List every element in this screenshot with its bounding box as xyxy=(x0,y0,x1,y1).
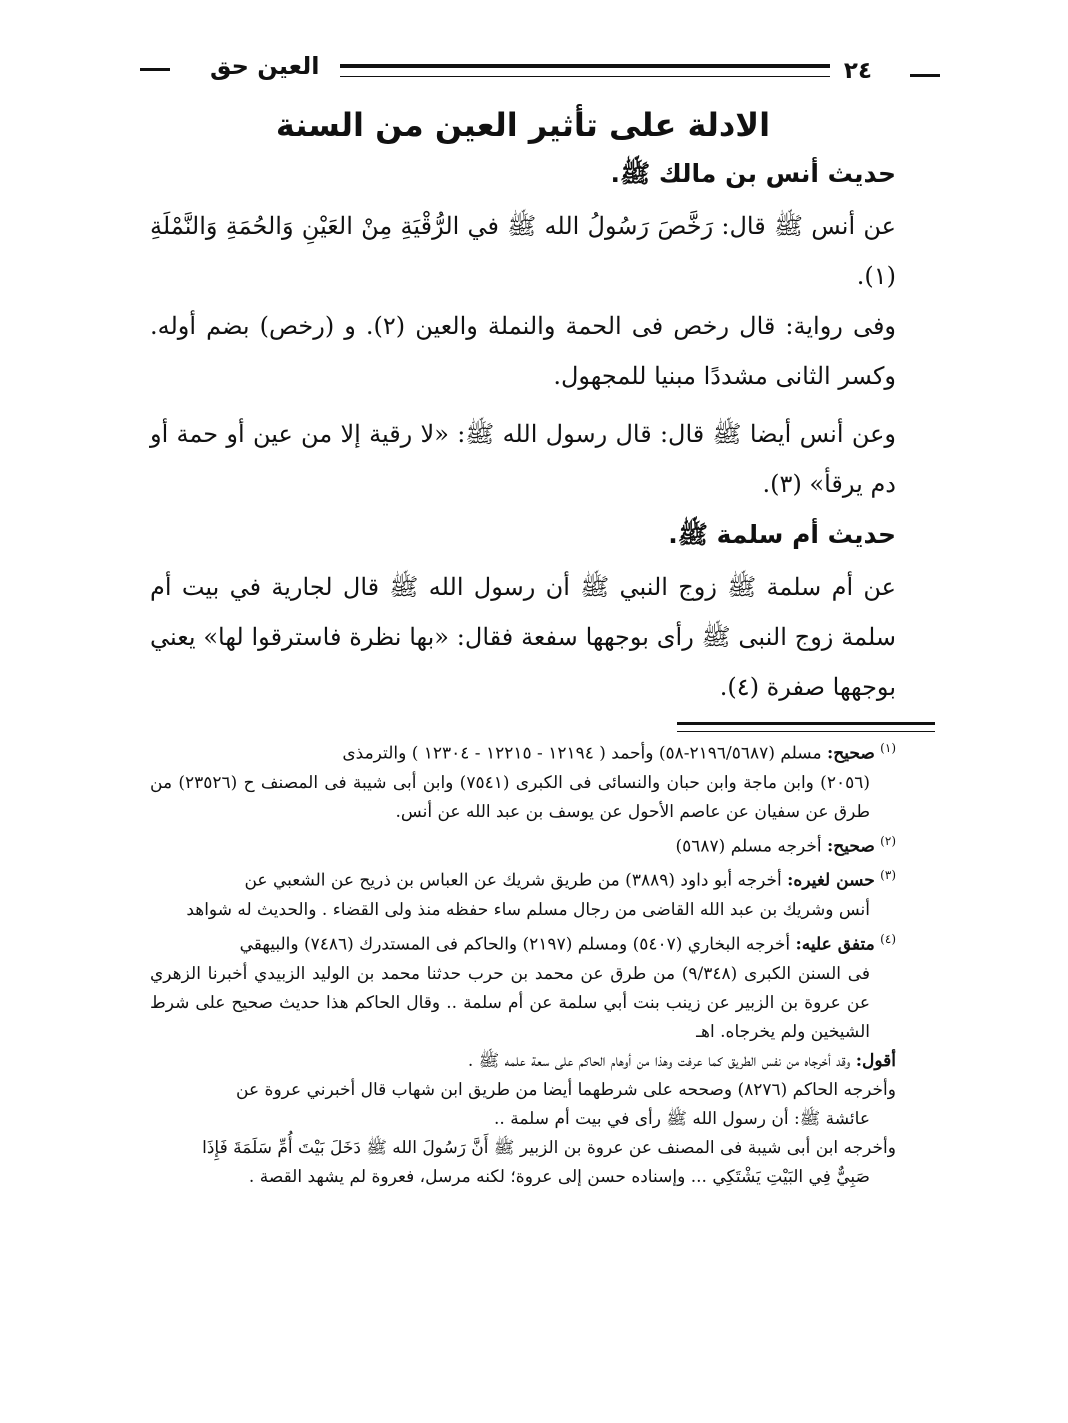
hadith-paragraph: وفى رواية: قال رخص فى الحمة والنملة والعين (٢). و (رخص) بضم أوله. وكسر الثانى مشددًا مبنيا للمجهول. xyxy=(150,312,897,390)
footnote-continuation: (٢٠٥٦) وابن ماجة وابن حبان والنسائى فى الكبرى (٧٥٤١) وابن أبى شيبة فى المصنف ح (٢٣٥٢٦) من طرق عن سفيان عن عاصم الأحول عن يوسف بن عبد الله عن أنس. xyxy=(150,772,870,822)
header-ornament-left xyxy=(140,68,170,71)
footnote-text: مسلم (٢١٩٦/٥٦٨٧-٥٨) وأحمد ( ١٢١٩٤ - ١٢٢١٥ - ١٢٣٠٤ ) والترمذى xyxy=(342,743,822,764)
hadith-paragraph: عن أنس ﷺ قال: رَخَّصَ رَسُولُ الله ﷺ في الرُّقْيَةِ مِنْ العَيْنِ وَالحُمَةِ وَالنَّمْلَةِ (١). xyxy=(150,212,896,290)
author-comment xyxy=(150,1047,896,1076)
hadith-paragraph: عن أم سلمة ﷺ زوج النبي ﷺ أن رسول الله ﷺ قال لجارية في بيت أم سلمة زوج النبى ﷺ رأى بوجهها سفعة فقال: «بها نظرة فاسترقوا لها» يعني بوجهها صفرة (٤). xyxy=(150,573,896,701)
footnote-marker: (٤) xyxy=(880,931,896,946)
footnote-2 xyxy=(150,827,896,862)
section-heading-anas: حديث أنس بن مالك ﷺ. xyxy=(610,159,896,188)
comment-text: وأخرجه ابن أبى شيبة فى المصنف عن عروة بن الزبير ﷺ أَنَّ رَسُولَ الله ﷺ دَخَلَ بَيْتَ أُمِّ سَلَمَةَ فَإِذَا xyxy=(202,1137,896,1158)
footnote-continuation: أنس وشريك بن عبد الله القاضى من رجال مسلم ساء حفظه منذ ولى القضاء . والحديث له شواهد xyxy=(186,899,870,920)
page-title: الادلة على تأثير العين من السنة xyxy=(275,106,771,144)
footnote-1 xyxy=(150,734,896,827)
footnote-text: أخرجه مسلم (٥٦٨٧) xyxy=(675,836,822,857)
footnote-grade: صحيح: xyxy=(826,836,875,857)
footnote-grade: متفق عليه: xyxy=(795,934,875,955)
footnote-continuation: فى السنن الكبرى (٩/٣٤٨) من طرق عن محمد بن حرب حدثنا محمد بن الوليد الزبيدي أخبرنا الزهري عن عروة بن الزبير عن زينب بنت أبي سلمة عن أم سلمة .. وقال الحاكم هذا حديث صحيح على شرط الشيخين ولم يخرجاه. اهـ xyxy=(150,963,870,1042)
main-text xyxy=(150,106,896,712)
page-number: ٢٤ xyxy=(843,58,872,84)
footnote-marker: (٣) xyxy=(880,868,896,883)
footnote-grade: حسن لغيره: xyxy=(787,870,875,891)
footnote-4 xyxy=(150,925,896,1047)
footnote-marker: (٢) xyxy=(880,833,896,848)
footnotes xyxy=(150,734,896,1192)
footnote-grade: صحيح: xyxy=(826,743,875,764)
header-rule xyxy=(340,64,830,77)
comment-continuation: صَبِيٌّ فِي البَيْتِ يَشْتَكِي ... وإسناده حسن إلى عروة؛ لكنه مرسل، فعروة لم يشهد القصة . xyxy=(248,1166,870,1187)
running-header xyxy=(140,52,940,92)
author-comment xyxy=(150,1076,896,1134)
comment-label: أقول: xyxy=(855,1050,896,1071)
comment-continuation: عائشة ﷺ: أن رسول الله ﷺ رأى في بيت أم سلمة .. xyxy=(494,1108,870,1129)
footnote-text: أخرجه البخاري (٥٤٠٧) ومسلم (٢١٩٧) والحاكم فى المستدرك (٧٤٨٦) والبيهقي xyxy=(239,934,791,955)
author-comment xyxy=(150,1134,896,1192)
footnote-3 xyxy=(150,861,896,925)
comment-text: وقد أخرجاه من نفس الطريق كما عرفت وهذا من أوهام الحاكم على سعة علمه ﷺ . xyxy=(467,1050,851,1071)
footnote-marker: (١) xyxy=(880,741,896,755)
footnote-separator xyxy=(677,722,935,732)
section-heading-umm-salama: حديث أم سلمة ﷺ. xyxy=(668,520,896,549)
running-title: العين حق xyxy=(210,52,320,80)
comment-text: وأخرجه الحاكم (٨٢٧٦) وصححه على شرطهما أيضا من طريق ابن شهاب قال أخبرني عروة عن xyxy=(236,1079,896,1100)
footnote-text: أخرجه أبو داود (٣٨٨٩) من طريق شريك عن العباس بن ذريح عن الشعبي عن xyxy=(244,870,782,891)
header-ornament-right xyxy=(910,74,940,77)
hadith-paragraph: وعن أنس أيضا ﷺ قال: قال رسول الله ﷺ: «لا رقية إلا من عين أو حمة أو دم يرقأ» (٣). xyxy=(150,420,896,498)
